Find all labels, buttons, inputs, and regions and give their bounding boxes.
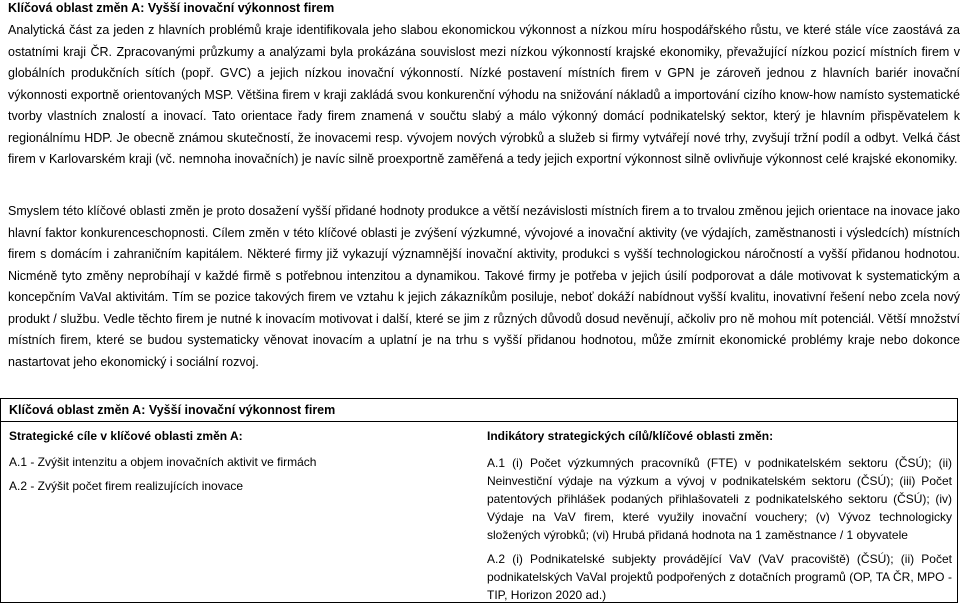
indicator-item: A.2 (i) Podnikatelské subjekty provádějící VaV (VaV pracoviště) (ČSÚ); (ii) Počet podnikatelských VaVaI projektů podpořených z dotačních programů (OP, TA ČR, MPO - TIP, Horizon 2020 ad.) xyxy=(487,552,952,602)
table-title: Klíčová oblast změn A: Vyšší inovační výkonnost firem xyxy=(9,403,336,417)
goals-indicators-table xyxy=(0,421,958,603)
goal-item: A.2 - Zvýšit počet firem realizujících inovace xyxy=(9,479,244,493)
table-title-row xyxy=(0,398,958,422)
indicator-item: A.1 (i) Počet výzkumných pracovníků (FTE) v podnikatelském sektoru (ČSÚ); (ii) Neinvestiční výdaje na výzkum a vývoj v podnikatelském sektoru (ČSÚ); (iii) Počet patentových přihlášek podaných přihlašovateli z podnikatelského sektoru (ČSÚ); (iv) Výdaje na VaV firem, které využily inovační vouchery; (v) Vývoz technologicky složených výrobků; (vi) Hrubá přidaná hodnota na 1 zaměstnance / 1 obyvatele xyxy=(487,456,952,542)
indicators-column xyxy=(487,428,952,610)
section-heading: Klíčová oblast změn A: Vyšší inovační výkonnost firem xyxy=(8,1,335,15)
paragraph-purpose: Smyslem této klíčové oblasti změn je proto dosažení vyšší přidané hodnoty produkce a větší nezávislosti místních firem a to trvalou změnou jejich orientace na inovace jako hlavní faktor konkurenceschopnosti. Cílem změn v této klíčové oblasti je zvýšení výzkumné, vývojové a inovační aktivity (ve výdajích, zaměstnanosti i výsledcích) místních firem s domácím i zahraničním kapitálem. Některé firmy již vykazují významnější inovační aktivity, produkci s vyšší technologickou náročností a vyšší přidanou hodnotou. Nicméně tyto změny neprobíhají v každé firmě s potřebnou intenzitou a dynamikou. Takové firmy je potřeba v jejich úsilí podporovat a dále motivovat k systematickým a koncepčním VaVaI aktivitám. Tím se pozice takových firem ve vztahu k jejich zákazníkům posiluje, neboť dokáží nabídnout vyšší kvalitu, inovativní řešení nebo zcela nový produkt / službu. Vedle těchto firem je nutné k inovacím motivovat i další, které se jim z různých důvodů dosud nevěnují, ačkoliv pro ně mohou mít potenciál. Větší množství místních firem, které se budou systematicky věnovat inovacím a uplatní je na trhu s vyšší přidanou hodnotou, může zmírnit ekonomické problémy kraje nebo dokonce nastartovat jeho ekonomický i sociální rozvoj. xyxy=(8,204,960,369)
paragraph-analysis: Analytická část za jeden z hlavních problémů kraje identifikovala jeho slabou ekonomickou výkonnost a nízkou míru hospodářského růstu, ve které stále více zaostává za ostatními kraji ČR. Zpracovanými průzkumy a analýzami byla prokázána souvislost mezi nízkou výkonností krajské ekonomiky, převažující nízkou pozicí místních firem v globálních produkčních sítích (popř. GVC) a jejich nízkou inovační výkonností. Nízké postavení místních firem v GPN je zároveň jednou z hlavních bariér inovační výkonnosti exportně orientovaných MSP. Většina firem v kraji zakládá svou konkurenční výhodu na snižování nákladů a importování cizího know-how namísto systematické tvorby vlastních znalostí a inovací. Tato orientace řady firem znamená v součtu slabý a málo výkonný domácí podnikatelský sektor, který je hlavním přispěvatelem k regionálnímu HDP. Je obecně známou skutečností, že inovacemi resp. vývojem nových výrobků a služeb si firmy vytvářejí nové trhy, zvyšují tržní podíl a odbyt. Velká část firem v Karlovarském kraji (vč. nemnoha inovačních) je navíc silně proexportně zaměřená a tedy jejich exportní výkonnost silně ovlivňuje výkonnost celé krajské ekonomiky. xyxy=(8,23,960,166)
goals-column xyxy=(9,428,469,502)
goal-item: A.1 - Zvýšit intenzitu a objem inovačních aktivit ve firmách xyxy=(9,455,317,469)
indicators-heading: Indikátory strategických cílů/klíčové oblasti změn: xyxy=(487,429,774,443)
goals-heading: Strategické cíle v klíčové oblasti změn A: xyxy=(9,429,243,443)
